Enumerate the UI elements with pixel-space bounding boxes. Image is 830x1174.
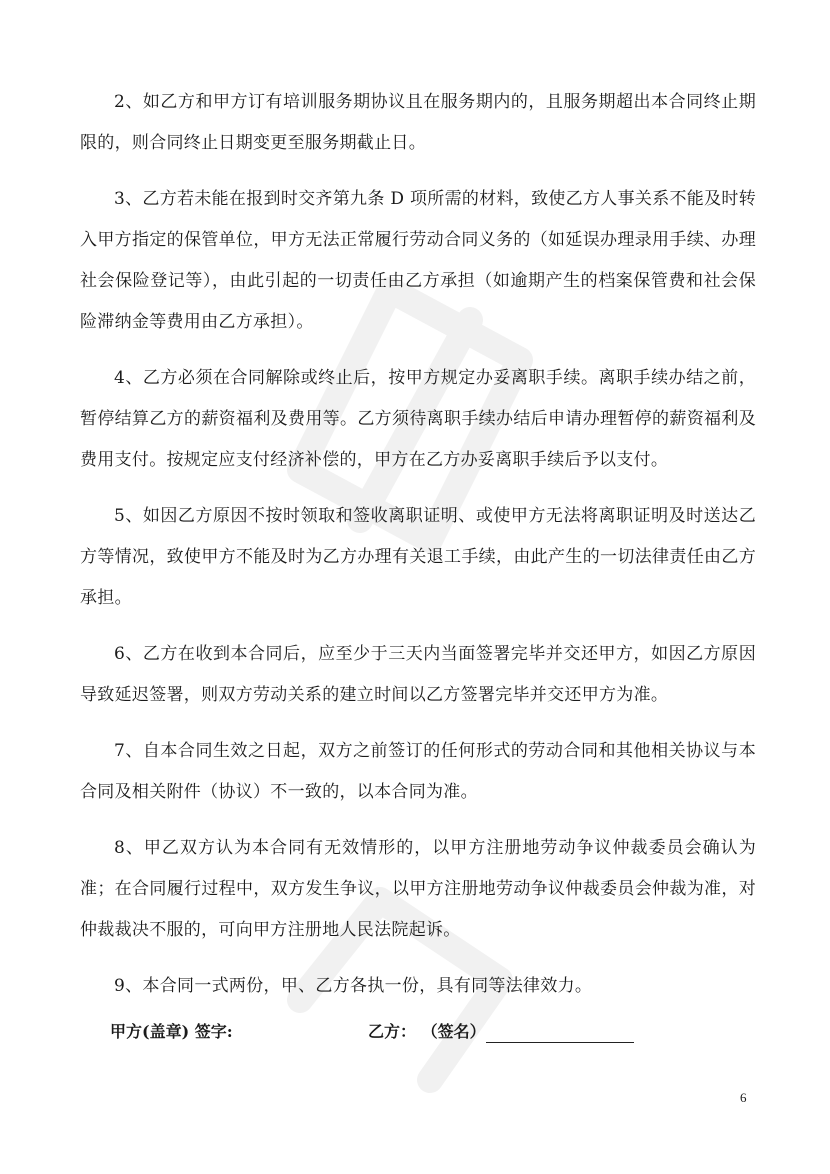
clause-2: 2、如乙方和甲方订有培训服务期协议且在服务期内的，且服务期超出本合同终止期限的，则合同终止日期变更至服务期截止日。	[80, 92, 756, 153]
page-number: 6	[740, 1090, 747, 1105]
clause-6: 6、乙方在收到本合同后，应至少于三天内当面签署完毕并交还甲方，如因乙方原因导致延迟签署，则双方劳动关系的建立时间以乙方签署完毕并交还甲方为准。	[80, 644, 756, 705]
clause-5: 5、如因乙方原因不按时领取和签收离职证明、或使甲方无法将离职证明及时送达乙方等情况，致使甲方不能及时为乙方办理有关退工手续，由此产生的一切法律责任由乙方承担。	[80, 506, 756, 608]
clause-3: 3、乙方若未能在报到时交齐第九条 D 项所需的材料，致使乙方人事关系不能及时转入甲方指定的保管单位，甲方无法正常履行劳动合同义务的（如延误办理录用手续、办理社会保险登记等），由此引起的一切责任由乙方承担（如逾期产生的档案保管费和社会保险滞纳金等费用由乙方承担）。	[80, 189, 756, 332]
signature-block	[0, 1013, 830, 1053]
clause-9: 9、本合同一式两份，甲、乙方各执一份，具有同等法律效力。	[114, 976, 593, 996]
party-b-signature-line	[486, 1042, 634, 1043]
contract-body	[80, 82, 756, 1022]
clause-7: 7、自本合同生效之日起，双方之前签订的任何形式的劳动合同和其他相关协议与本合同及相关附件（协议）不一致的，以本合同为准。	[80, 741, 756, 802]
party-a-signature-label: 甲方(盖章) 签字:	[110, 1022, 233, 1041]
party-b-signature-label: 乙方： （签名）	[368, 1022, 486, 1041]
clause-4: 4、乙方必须在合同解除或终止后，按甲方规定办妥离职手续。离职手续办结之前，暂停结算乙方的薪资福利及费用等。乙方须待离职手续办结后申请办理暂停的薪资福利及费用支付。按规定应支付经济补偿的，甲方在乙方办妥离职手续后予以支付。	[80, 368, 756, 470]
clause-8: 8、甲乙双方认为本合同有无效情形的，以甲方注册地劳动争议仲裁委员会确认为准；在合同履行过程中，双方发生争议，以甲方注册地劳动争议仲裁委员会仲裁为准，对仲裁裁决不服的，可向甲方注册地人民法院起诉。	[80, 838, 756, 940]
